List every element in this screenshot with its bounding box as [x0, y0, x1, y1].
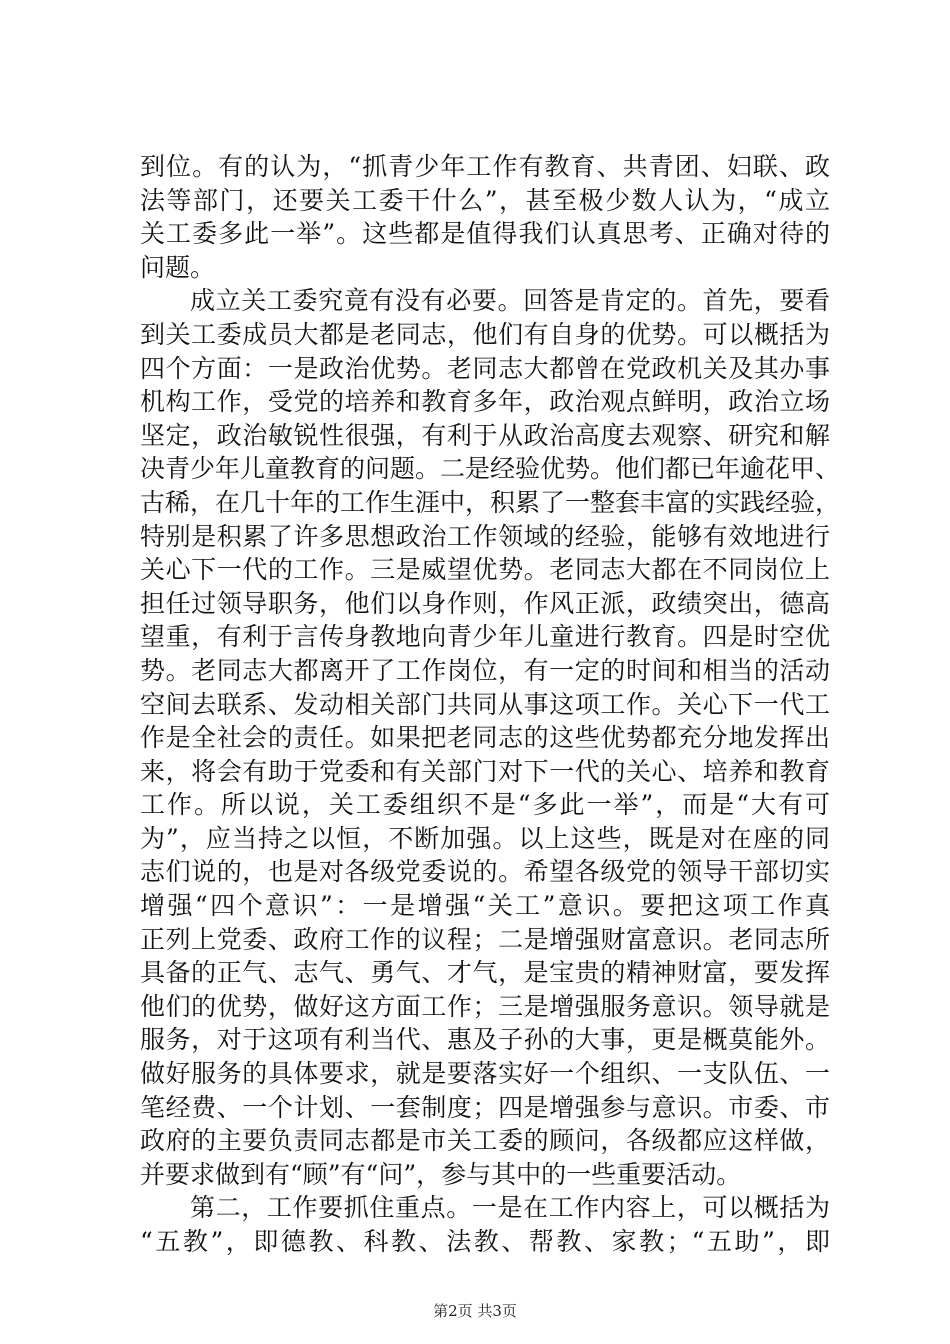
- text-line: 志们说的，也是对各级党委说的。希望各级党的领导干部切实: [140, 857, 830, 887]
- text-line: 问题。: [140, 252, 216, 282]
- text-line: 为”，应当持之以恒，不断加强。以上这些，既是对在座的同: [140, 823, 830, 853]
- text-line: 笔经费、一个计划、一套制度；四是增强参与意识。市委、市: [140, 1092, 830, 1122]
- text-line: 并要求做到有“顾”有“问”，参与其中的一些重要活动。: [140, 1159, 742, 1189]
- text-line: 到位。有的认为，“抓青少年工作有教育、共青团、妇联、政: [140, 152, 830, 181]
- text-line: 坚定，政治敏锐性很强，有利于从政治高度去观察、研究和解: [140, 420, 830, 450]
- text-line: 到关工委成员大都是老同志，他们有自身的优势。可以概括为: [140, 319, 830, 349]
- text-line: 增强“四个意识”：一是增强“关工”意识。要把这项工作真: [140, 891, 830, 921]
- text-line: 作是全社会的责任。如果把老同志的这些优势都充分地发挥出: [140, 723, 830, 753]
- text-line: 古稀，在几十年的工作生涯中，积累了一整套丰富的实践经验，: [140, 487, 841, 517]
- text-line: 服务，对于这项有利当代、惠及子孙的大事，更是概莫能外。: [140, 1025, 830, 1055]
- text-line: 来，将会有助于党委和有关部门对下一代的关心、培养和教育: [140, 756, 830, 786]
- text-line: 关心下一代的工作。三是威望优势。老同志大都在不同岗位上: [140, 555, 830, 585]
- text-line: 成立关工委究竟有没有必要。回答是肯定的。首先，要看: [190, 286, 830, 316]
- text-line: 工作。所以说，关工委组织不是“多此一举”，而是“大有可: [140, 790, 830, 820]
- text-line: 他们的优势，做好这方面工作；三是增强服务意识。领导就是: [140, 991, 830, 1021]
- text-line: 政府的主要负责同志都是市关工委的顾问，各级都应这样做，: [140, 1126, 830, 1156]
- text-line: 具备的正气、志气、勇气、才气，是宝贵的精神财富，要发挥: [140, 958, 830, 988]
- body-text: [140, 150, 841, 1259]
- text-line: 做好服务的具体要求，就是要落实好一个组织、一支队伍、一: [140, 1059, 830, 1089]
- text-line: 第二，工作要抓住重点。一是在工作内容上，可以概括为: [190, 1193, 830, 1223]
- text-line: 特别是积累了许多思想政治工作领域的经验，能够有效地进行: [140, 521, 830, 551]
- text-line: 担任过领导职务，他们以身作则，作风正派，政绩突出，德高: [140, 588, 830, 618]
- page-footer: 第2页 共3页: [433, 1302, 517, 1320]
- text-line: 四个方面：一是政治优势。老同志大都曾在党政机关及其办事: [140, 353, 830, 383]
- text-line: “五教”，即德教、科教、法教、帮教、家教；“五助”，即: [140, 1227, 830, 1256]
- text-line: 机构工作，受党的培养和教育多年，政治观点鲜明，政治立场: [140, 387, 830, 417]
- text-line: 决青少年儿童教育的问题。二是经验优势。他们都已年逾花甲、: [140, 454, 841, 484]
- text-line: 正列上党委、政府工作的议程；二是增强财富意识。老同志所: [140, 924, 830, 954]
- text-line: 法等部门，还要关工委干什么”，甚至极少数人认为，“成立: [140, 185, 830, 215]
- text-line: 望重，有利于言传身教地向青少年儿童进行教育。四是时空优: [140, 622, 830, 652]
- text-line: 关工委多此一举”。这些都是值得我们认真思考、正确对待的: [140, 219, 830, 249]
- text-line: 势。老同志大都离开了工作岗位，有一定的时间和相当的活动: [140, 655, 830, 685]
- text-line: 空间去联系、发动相关部门共同从事这项工作。关心下一代工: [140, 689, 830, 719]
